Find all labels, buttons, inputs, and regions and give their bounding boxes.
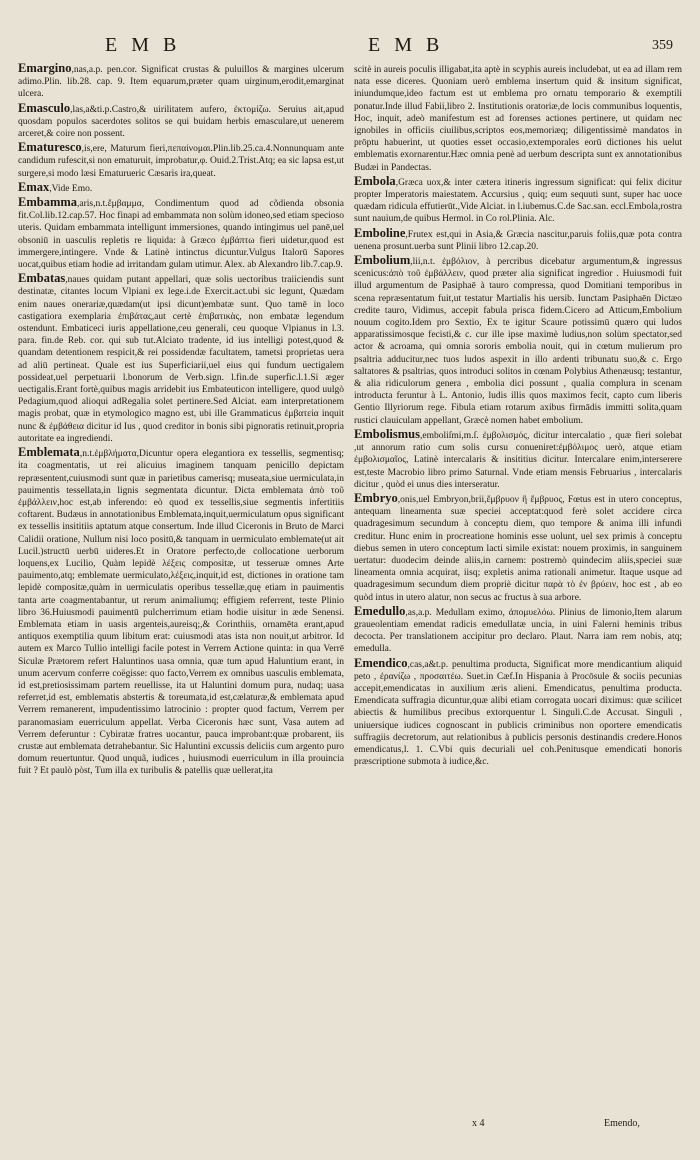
entry-text: ,onis,uel Embryon,brii,ἔμβρυον ἢ ἔμβρυος, Fœtus est in utero conceptus, antequam lineamenta suæ speciei acceptat:quod ferè solet accidere circa quadragesimum secundum à conceptu diem, quo tempore & anima illi infundi creditur. Hunc enim in procreatione hominis esse uolunt, uel sex primis à conceptu diebus semen in utero conceptum lacti simile existat: nouem proximis, in sanguinem uertatur: duodecim deinde aliis,in carnem: postremò quindecim aliis,speciei suæ lineamenta omnia acquirat, iisq; expletis anima rationali animetur. Itaque usque ad quadragesimum secundum diem propriè dicitur παρὰ τὸ ἐν βρύειν, hoc est , ab eo quòd intus in utero alatur, non secus ac fructus à sua arbore.	[354, 494, 682, 603]
header-right-title: EMB	[368, 34, 454, 56]
entry-text: ,cas,a&t.p. penultima producta, Significat more mendicantium aliquid peto , ἐρανίζω , προσαιτέω. Suet.in Cæf.In Hispania à Procōsule & sociis pecunias accepit,emendicatas in auxilium æris alieni. Emendicatus, penultima producta. Emendicata suffragia dicuntur,quæ alibi etiam corrogata uocari diximus: quæ scilicet abiectis & humilibus precibus extorquentur l. Singuli.C.de Accusat. Singuli , uniuersique iudices cognoscant in publicis criminibus non oportere emendicatis suffragiis decretorum, aut relationibus à publicis personis destinandis credere.Honos emendicatus,l. 1. C.Vbi quis decuriali uel coh.Penitusque emendicati honoris præscriptione submota à iudice,&c.	[354, 659, 682, 768]
headword: Ematuresco	[18, 140, 82, 155]
headword: Embatas	[18, 271, 66, 286]
headword: Embola	[354, 173, 396, 188]
right-column	[354, 62, 682, 769]
page-footer	[0, 1116, 700, 1136]
headword: Emendico	[354, 655, 408, 670]
dictionary-entry	[18, 141, 344, 180]
catchword: Emendo,	[604, 1118, 640, 1129]
dictionary-entry	[354, 227, 682, 253]
page-number: 359	[652, 38, 673, 53]
headword: Emax	[18, 179, 50, 194]
entry-text: ,Græca uox,& inter cætera itineris ingressum significat: qui felix dicitur propter Imperatoris maiestatem. Accursius , quiq; eum sequuti sunt, super hac uoce quædam ridicula effutierūt.,Vide Alciat. in l.iubemus.C.de Sac.san. eccl.Embola,rostra sunt nauium,de quibus Hermol. in Co rol.Plinia. Alc.	[354, 177, 682, 225]
headword: Embryo	[354, 490, 398, 505]
entry-text: ,Vide Emo.	[49, 183, 93, 194]
entry-text: ,is,ere, Maturum fieri,πεπαίνομαι.Plin.lib.25.ca.4.Nonnunquam ante candidum rufescit,si non ematuruit, improbatur,φ. Ouid.2.Trist.Atq; ea sic lapsa est,ut surgere,si modo læsi Ematurueric Cæsaris ira,queat.	[18, 144, 344, 179]
dictionary-entry	[18, 272, 344, 445]
dictionary-entry	[18, 446, 344, 777]
dictionary-entry	[354, 428, 682, 491]
headword: Emedullo	[354, 603, 406, 618]
entry-text: scitè in aureis poculis illigabat,ita aptè in scyphis aureis includebat, ut ea ad illam rem nata esse diceres. Quoniam uerò emblema insertum quid & insitum significat, iniundumque,ideo factum est ut emblema pro ornatu temporario & exemptili ponatur.Inde illud Fabii,libro 2. Institutionis oratoriæ,de locis communibus loquentis, Hoc, inquit, adeò manifestum est ad forenses actiones pertinere, ut quidam nec ignobiles in officiis ciuilibus,scriptos eos,memoriæq; diligentissimè mandatos in prōptu habuerint, ut quoties esset occasio,extemporales eorū dictiones his uelut emblematis exornarentur.Hæc omnia penè ad uerbum descripta sunt ex annotationibus Budæi in Pandectas.	[354, 65, 682, 173]
entry-text: ,n.t.ἐμβλήματα,Dicuntur opera elegantiora ex tessellis, segmentisq; ita coagmentatis, ut rei alicuius imaginem tanquam penicillo depictam repræsentent,cuiusmodi sunt quæ in parietibus camerisq; museata,siue uermiculata,in pauimentis tessellata,in lignis segmentata dicuntur. Dicta emblemata ἀπὸ τοῦ ἐμβάλλειν,hoc est,ab inferendo: eò quod ex tessellis,siue segmentis infertitiis coftarent. Budæus in annotationibus Emblemata,inquit,uermiculatum opus significant ex tessellis insititiis aptatum atque consertum. Inde illud Ciceronis in Bruto de Marci Calidii oratione, Nullum nisi loco positū,& tanquam in uermiculato emblemate(ut ait Lucil.)structū uerbū uideres.Et in Oratore perfecto,de collocatione uerborum loquens,ex Lucilio, Quàm lepidè λέξεις compositæ, ut tesseruæ omnes Arte pauimento,atq; emblemate uermiculato,λέξεις,inquit,id est, dictiones in oratione tam lepidè compositæ,quàm in uermiculatis operibus tessellæ,quę etiam in pauimentis tanta arte coagmentabantur, ut rerum animaliumq; effigiem referrent, teste Plinio libro 36.Huiusmodi pauimentū pulcherrimum etiam hodie uisitur in æde Senensi. Emblemata etiam in uasis argenteis,aureisq;,& Corinthiis, ornamēta erant,apud antiquos exemptilia quum libitum erat: cuiusmodi atas ista non nouit,ut arbitror. Id autem ex Marco Tullio intelligi facile potest in Verrem Actione quinta: in qua Verrē Siculæ Prætorem refert Haluntinos uasa omnia, quæ tum apud Haluntium erant, in unum acervum conferre coëgisse: quo facto,Verrem ex omnibus uasculis emblemata, id est,pretiosissimam partem reuellisse, ita ut Haluntini domum pura, nudaq; uasa referret,id est, emblematis abstertis & toreumata,id est,cælaturæ,& emblemata apud Verrem remanerent, impudentissimo latrocinio : propter quod factum, Verrem per paranomasiam euerriculum appellat. Verba Ciceronis hæc sunt, Vasa autem ad Verrem deferuntur : Cybiratæ fratres uocantur, pauca improbant:quæ probarent, iis crustæ aut emblemata detrahebantur. Sic Haluntini excussis deliciis cum argento puro domum reuertuntur. Quod unquã, iudices , huiusmodi euerriculum in illa prouincia fuit ? Et paulò pòst, Tum illa ex turibulis & patellis quæ uellerat,ita	[18, 449, 344, 777]
entry-text: ,naues quidam putant appellari, quæ solis uectoribus traiiciendis sunt destinatæ, citantes locum Vlpiani ex lege.i.de Exercit.act.ubi sic legunt, Quædam enim naues onerariæ,quædam(ut ipsi dicunt)embatæ sunt. Quo tamē in loco castigatiora exemplaria ἐπιβάτας,aut certè ἐπιβατικὰς, non embatæ legendum ostendunt. Embaticeci iuris appellatione,ceu generali, ceu quoque Vlpianus in l.3. para. fin.de Reb. cor. qui sub tut.Alciato tradente, id ius intelligi potest,quod & quandam detentionem respicit,& rei possidendæ facultatem, tametsi proprietas uera ad aliū pertineat. Quale est ius Superficiarii,uel eius qui fundum uectigalem possideat,uel perpetuarii l.bonorum de Verb.sign. l.fin.de superfic.l.1.Si æger uectigalis.Erant fortè,quibus magis arridebit ius Embateuticon intelligere, quod uulgò Pedagium,quod alioqui adRegalia solet pertinere.Sed Alciat. eam interpretationem magis probat, quæ in etymologico magno est, ubi ille Grammaticus ἐμβατεία inquit nunc & ἐμβάθεια dicitur id Ius , quod creditor in bonis sibi pignoratis retinuit,propria autoritate ea ingrediendi.	[18, 275, 344, 444]
header-left-title: EMB	[105, 34, 191, 56]
dictionary-entry	[18, 62, 344, 101]
dictionary-entry	[18, 181, 344, 195]
signature-mark: x 4	[472, 1118, 485, 1129]
dictionary-entry	[354, 254, 682, 427]
dictionary-entry	[354, 605, 682, 656]
entry-text: ,lii,n.t. ἐμβόλιον, à percribus dicebatur argumentum,& ingressus scenicus:ἀπὸ τοῦ ἐμβάλλειν, quod præter alia significat ingredior . Huiusmodi fuit illud argumentum de Pasiphaē à tauro compressa, quod Domitiani temporibus in scena repræsentatum fuit,ut testatur Martialis his uersib. Iunctam Pasiphaēn Dictæo credite tauro, Vidimus, accepit fabula prisca fidem.Cicero ad Atticum,Embolium nouum cogito.Idem pro Sextio, Ex te igitur Scaure potissimū quæro qui ludos apparatissimosque fecisti,& c. cur ille ipse maximè ludius,non solùm spectator,sed actor & acroama, qui omnia sororis embolia nouit, qui in cœtum mulierum pro psaltria adducitur,nec tuos ludos aspexit in illo ardenti tribunatu suo,& c. Ergo saltatores & psaltrias, quos introduci solitos in cœnam Polybius Athenæusq; testantur, & alia ridiculorum genera , embolia dici possunt , qualia complura in scenam introducta feruntur à L. Antonio, ludis illis quos maximos fecit, capto cum liberis Gentio Illyriorum rege. Fibula etiam rotarum axibus firmādis immitti solita,quam rustici clauiculam appellant, Græcè nomen habet embolium.	[354, 257, 682, 426]
dictionary-entry	[354, 492, 682, 604]
left-column	[18, 62, 344, 779]
entry-text: ,aris,n.t.ἔμβαμμα, Condimentum quod ad cõdienda obsonia fit.Col.lib.12.cap.57. Hoc finapi ad embammata non solùm idoneo,sed etiam specioso uteris. Quidam embammata intelligunt immersiones, quando intingimus uel panē,uel obsoniū in uasculis repletis re liquida: à Græco ἐμβάπτω fieri uidetur,quod est immergere,intingere. Vnde & Latinè intinctus dicuntur.Vulgus Italorū Sapores uocat,quibus etiam hodie ad irritandam gulam utimur. Alex. ab Alexandro lib.7.cap.9.	[18, 199, 344, 271]
headword: Emboline	[354, 225, 406, 240]
running-header	[0, 28, 700, 58]
headword: Emblemata	[18, 445, 80, 460]
entry-text: ,Frutex est,qui in Asia,& Græcia nascitur,paruis foliis,quæ pota contra uenena prosunt.uerba sunt Plinii libro 12.cap.20.	[354, 229, 682, 252]
dictionary-entry	[354, 62, 682, 174]
headword: Embamma	[18, 195, 78, 210]
dictionary-entry	[354, 657, 682, 769]
dictionary-entry	[354, 175, 682, 226]
headword: Embolismus	[354, 426, 420, 441]
entry-text: ,las,a&ti.p.Castro,& uirilitatem aufero, ἐκτομίζω. Seruius ait,apud quosdam populos sacerdotes solitos se qui buidam herbis emasculare,ut uenerem arceret,& coire non possent.	[18, 104, 344, 140]
entry-text: ,nas,a.p. pen.cor. Significat crustas & puluillos & margines ulcerum adimo.Plin. lib.28. cap. 9. Item equarum,præter quam uirginum,erodit,emarginat ulcera.	[18, 65, 344, 100]
headword: Emasculo	[18, 100, 71, 115]
headword: Embolium	[354, 253, 411, 268]
dictionary-entry	[18, 102, 344, 141]
entry-text: ,as,a.p. Medullam eximo, ἀπομυελόω. Plinius de limonio,Item alarum graueolentiam emendat radicis emedullatæ uncia, in uini Falerni heminis tribus decocta. Per translationem accipitur pro declaro. Plaut. Narra iam rem nobis, atq; emedulla.	[354, 607, 682, 655]
headword: Emargino	[18, 61, 72, 75]
entry-text: ,emboliſmi,m.ſ. ἐμβολισμός, dicitur intercalatio , quæ fieri solebat ,ut annorum ratio cum solis cursu conueniret:ἐμβόλιμος uerò, atque etiam ἐμβολισμαῖος, Latinè intercalaris & insititius dicitur. Intercalare enim,interserere est,teste Macrobio libro primo Saturnal. Vnde etiam mensis Februarius , intercalaris dicitur , quòd ei unus dies interseratur.	[354, 430, 682, 490]
dictionary-entry	[18, 196, 344, 271]
